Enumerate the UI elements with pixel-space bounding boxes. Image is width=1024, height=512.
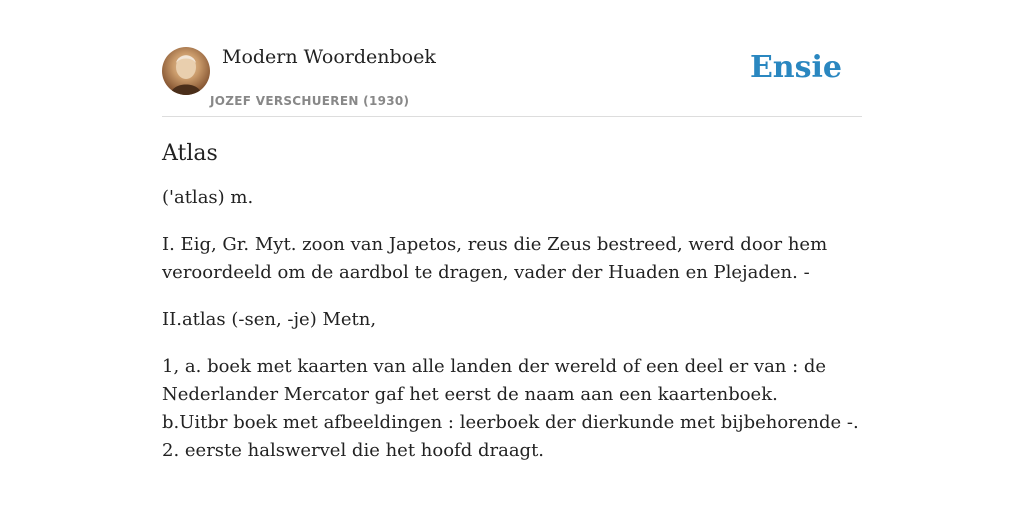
author-avatar[interactable] xyxy=(162,47,210,95)
pronunciation: ('atlas) m. xyxy=(162,187,254,208)
entry-content xyxy=(162,138,862,484)
sense-1 xyxy=(162,231,862,287)
definition-line-4: 2. eerste halswervel die het hoofd draagt. xyxy=(162,440,545,461)
sense-1-line-2: veroordeeld om de aardbol te dragen, vader der Huaden en Plejaden. - xyxy=(162,262,810,283)
definitions xyxy=(162,353,862,465)
sense-2-heading: II.atlas (-sen, -je) Metn, xyxy=(162,309,377,330)
author-portrait-icon xyxy=(162,47,210,95)
author-name[interactable]: JOZEF VERSCHUEREN (1930) xyxy=(210,94,410,108)
book-title[interactable]: Modern Woordenboek xyxy=(222,46,436,68)
ensie-logo[interactable]: Ensie xyxy=(749,50,842,85)
sense-1-line-1: I. Eig, Gr. Myt. zoon van Japetos, reus die Zeus bestreed, werd door hem xyxy=(162,234,828,255)
definition-line-3: b.Uitbr boek met afbeeldingen : leerboek der dierkunde met bijbehorende -. xyxy=(162,412,859,433)
definition-line-1: 1, a. boek met kaarten van alle landen der wereld of een deel er van : de xyxy=(162,356,827,377)
page-header xyxy=(162,44,862,117)
entry-title: Atlas xyxy=(162,141,218,166)
definition-line-2: Nederlander Mercator gaf het eerst de naam aan een kaartenboek. xyxy=(162,384,778,405)
